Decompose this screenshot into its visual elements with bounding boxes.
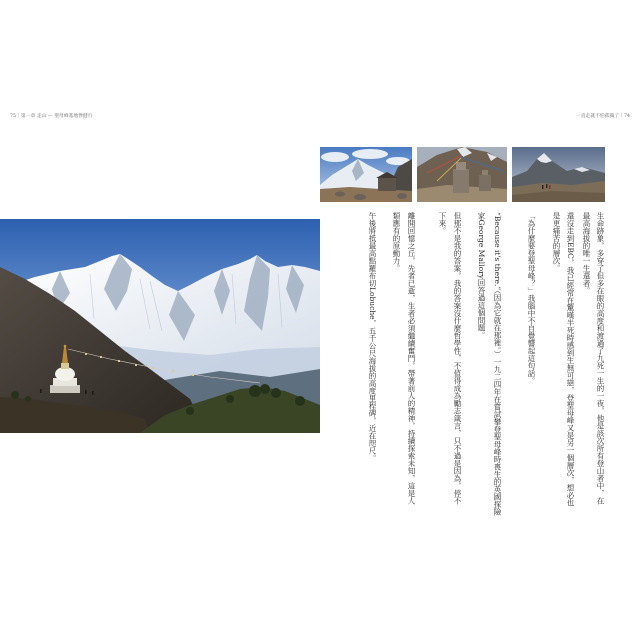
text-column: 「為什麼要登聖母峰？」我腦中不自覺響起這句話。	[527, 212, 536, 385]
text-column: 生命跡象，多穿了但多在眼的高度和渡過了九死一生的一夜，他是該次所有登山者中，在	[596, 212, 605, 505]
text-column: 類應有的原動力。	[392, 212, 401, 272]
text-column: 離開回憶之丘，先者已逝，生者必須繼續奮鬥，帶著前人的精神，持續探索未知，這是人	[407, 212, 416, 505]
memorial-cairns-photo	[417, 147, 507, 202]
text-column: “Because it's there.”（因為它就在那裡。）一九二四年在嘗試攀登聖母峰時喪生的英國探險	[493, 212, 502, 516]
left-page-header: 75｜第一章 走山 — 聖母峰基地營健行	[10, 114, 93, 119]
text-column: 是更痛苦的層次。	[552, 212, 561, 272]
everest-panorama-photo	[0, 219, 320, 433]
valley-trekkers-photo	[512, 147, 605, 202]
snow-peak-hut-photo	[320, 147, 412, 202]
right-page-header: 一直走就不怕孤獨了｜74	[575, 114, 630, 119]
text-column: 最高海拔的唯一生還者。	[582, 212, 591, 295]
text-column: 但那不是我的答案，我的答案沒什麼哲學性，不值得成為勵志箴言，只不過是因為，停不	[453, 212, 462, 505]
text-column: 還沒走到EBC，我已經常在驚嘆半死時感到生無可戀，登聖母峰又是另一個層次，想必也	[566, 212, 575, 507]
text-column: 下來。	[438, 212, 447, 235]
text-column: 午後將抵最高點羅布切Lobuche，五千公尺海拔的高度里程碑，近在咫尺。	[368, 212, 377, 463]
text-column: 家George Mallory回答過這個問題。	[477, 212, 486, 339]
